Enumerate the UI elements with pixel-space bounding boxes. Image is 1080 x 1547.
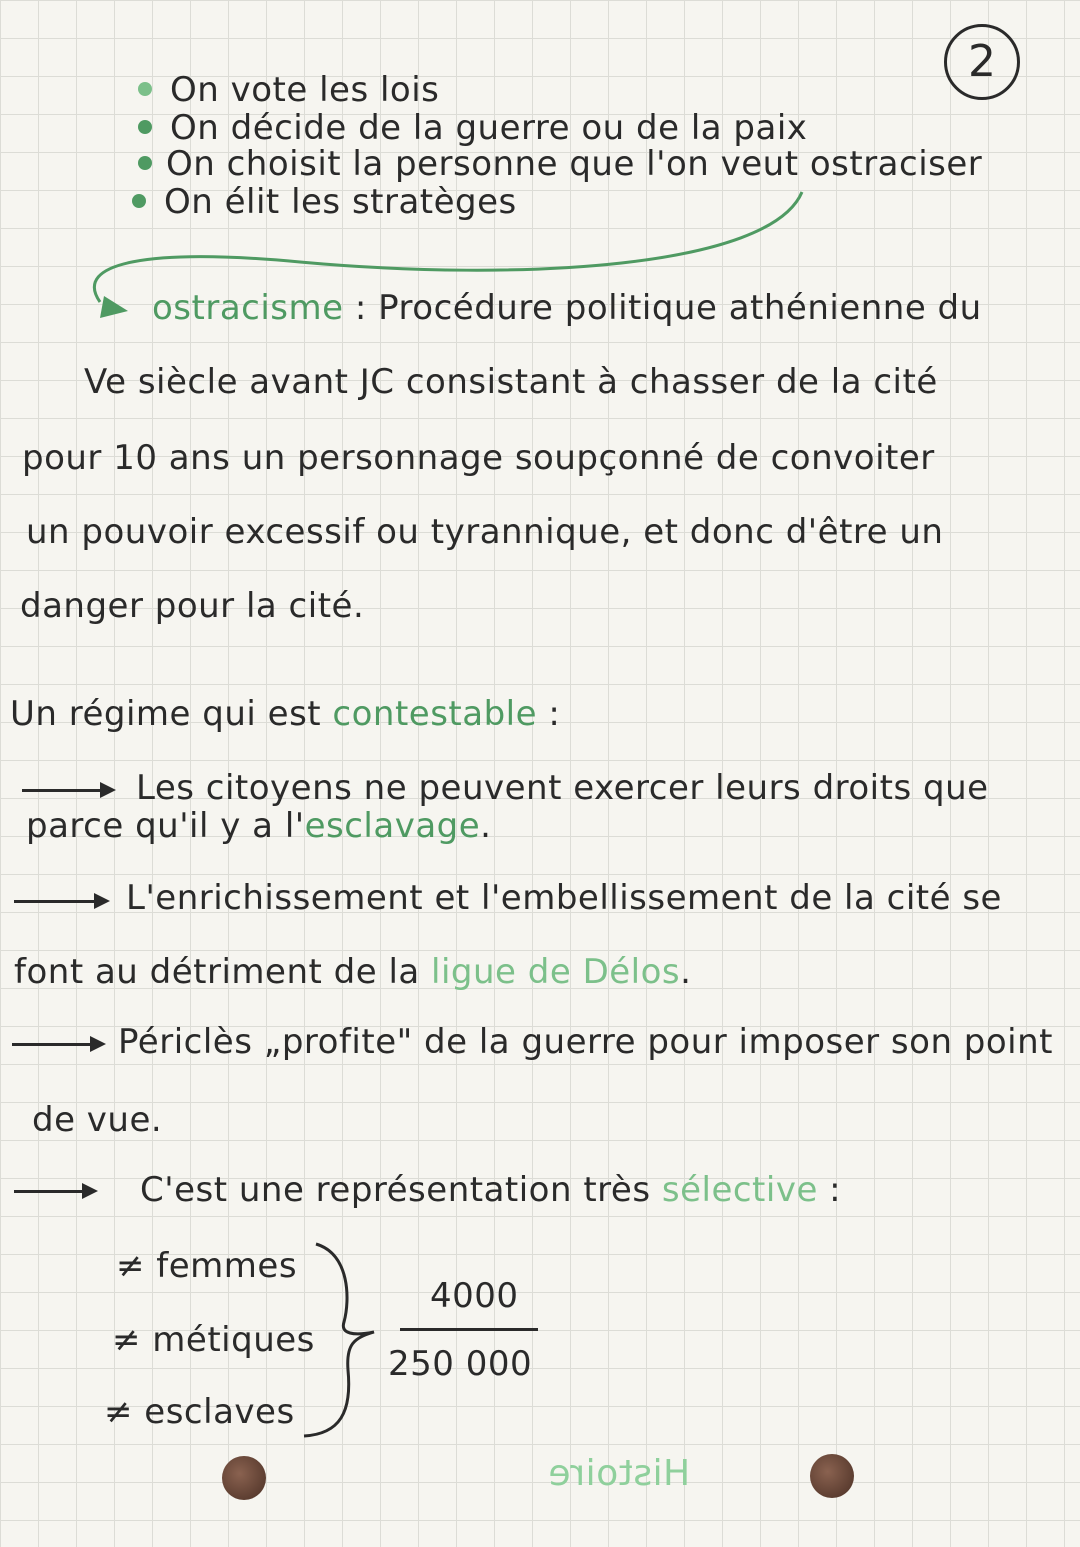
exclusion-item: ≠ métiques (112, 1320, 315, 1360)
definition-separator: : (343, 288, 367, 328)
definition-line: pour 10 ans un personnage soupçonné de convoiter (22, 438, 935, 478)
heading-colon: : (537, 694, 561, 734)
definition-text: Procédure politique athénienne du (378, 288, 982, 328)
point-text-segment: parce qu'il y a l' (26, 806, 305, 846)
definition-line: un pouvoir excessif ou tyrannique, et donc d'être un (26, 512, 944, 552)
arrow-icon (22, 789, 112, 792)
definition-line: Ve siècle avant JC consistant à chasser de la cité (84, 362, 938, 402)
point-end: : (817, 1170, 842, 1210)
point-term: ligue de Délos (431, 952, 681, 992)
point-text: Périclès „profite" de la guerre pour imposer son point (118, 1022, 1054, 1062)
point-term: sélective (661, 1170, 818, 1210)
exclusion-item: ≠ esclaves (104, 1392, 295, 1432)
point-text (140, 1170, 841, 1210)
footer-label (548, 1454, 690, 1494)
heading-term: contestable (332, 694, 538, 734)
point-text: Les citoyens ne peuvent exercer leurs droits que (136, 768, 989, 808)
page-number: 2 (944, 24, 1020, 100)
point-text: L'enrichissement et l'embellissement de la cité se (126, 878, 1002, 918)
definition-line: danger pour la cité. (20, 586, 365, 626)
fraction-bar (400, 1328, 538, 1331)
bullet-item: On élit les stratèges (164, 182, 517, 222)
arrow-icon (14, 900, 106, 903)
point-term: esclavage (304, 806, 481, 846)
point-text (26, 806, 491, 846)
binder-hole (810, 1454, 854, 1498)
fraction-numerator: 4000 (430, 1276, 519, 1316)
binder-hole (222, 1456, 266, 1500)
point-text (14, 952, 691, 992)
point-text: de vue. (32, 1100, 163, 1140)
fraction-denominator: 250 000 (388, 1344, 533, 1384)
point-text-segment: C'est une représentation très (140, 1170, 662, 1210)
exclusion-item: ≠ femmes (116, 1246, 298, 1286)
point-text-segment: font au détriment de la (14, 952, 432, 992)
bullet-item: On vote les lois (170, 70, 440, 110)
footer-label-text: Histoire (548, 1453, 691, 1494)
definition-first-line (152, 288, 982, 328)
heading-text: Un régime qui est (10, 694, 333, 734)
bullet-item: On choisit la personne que l'on veut ostraciser (166, 144, 983, 184)
definition-term: ostracisme (152, 288, 344, 328)
bullet-item: On décide de la guerre ou de la paix (170, 108, 808, 148)
section-heading (10, 694, 560, 734)
point-end: . (480, 806, 492, 846)
arrow-icon (12, 1043, 102, 1046)
point-end: . (680, 952, 692, 992)
arrow-icon (14, 1190, 94, 1193)
